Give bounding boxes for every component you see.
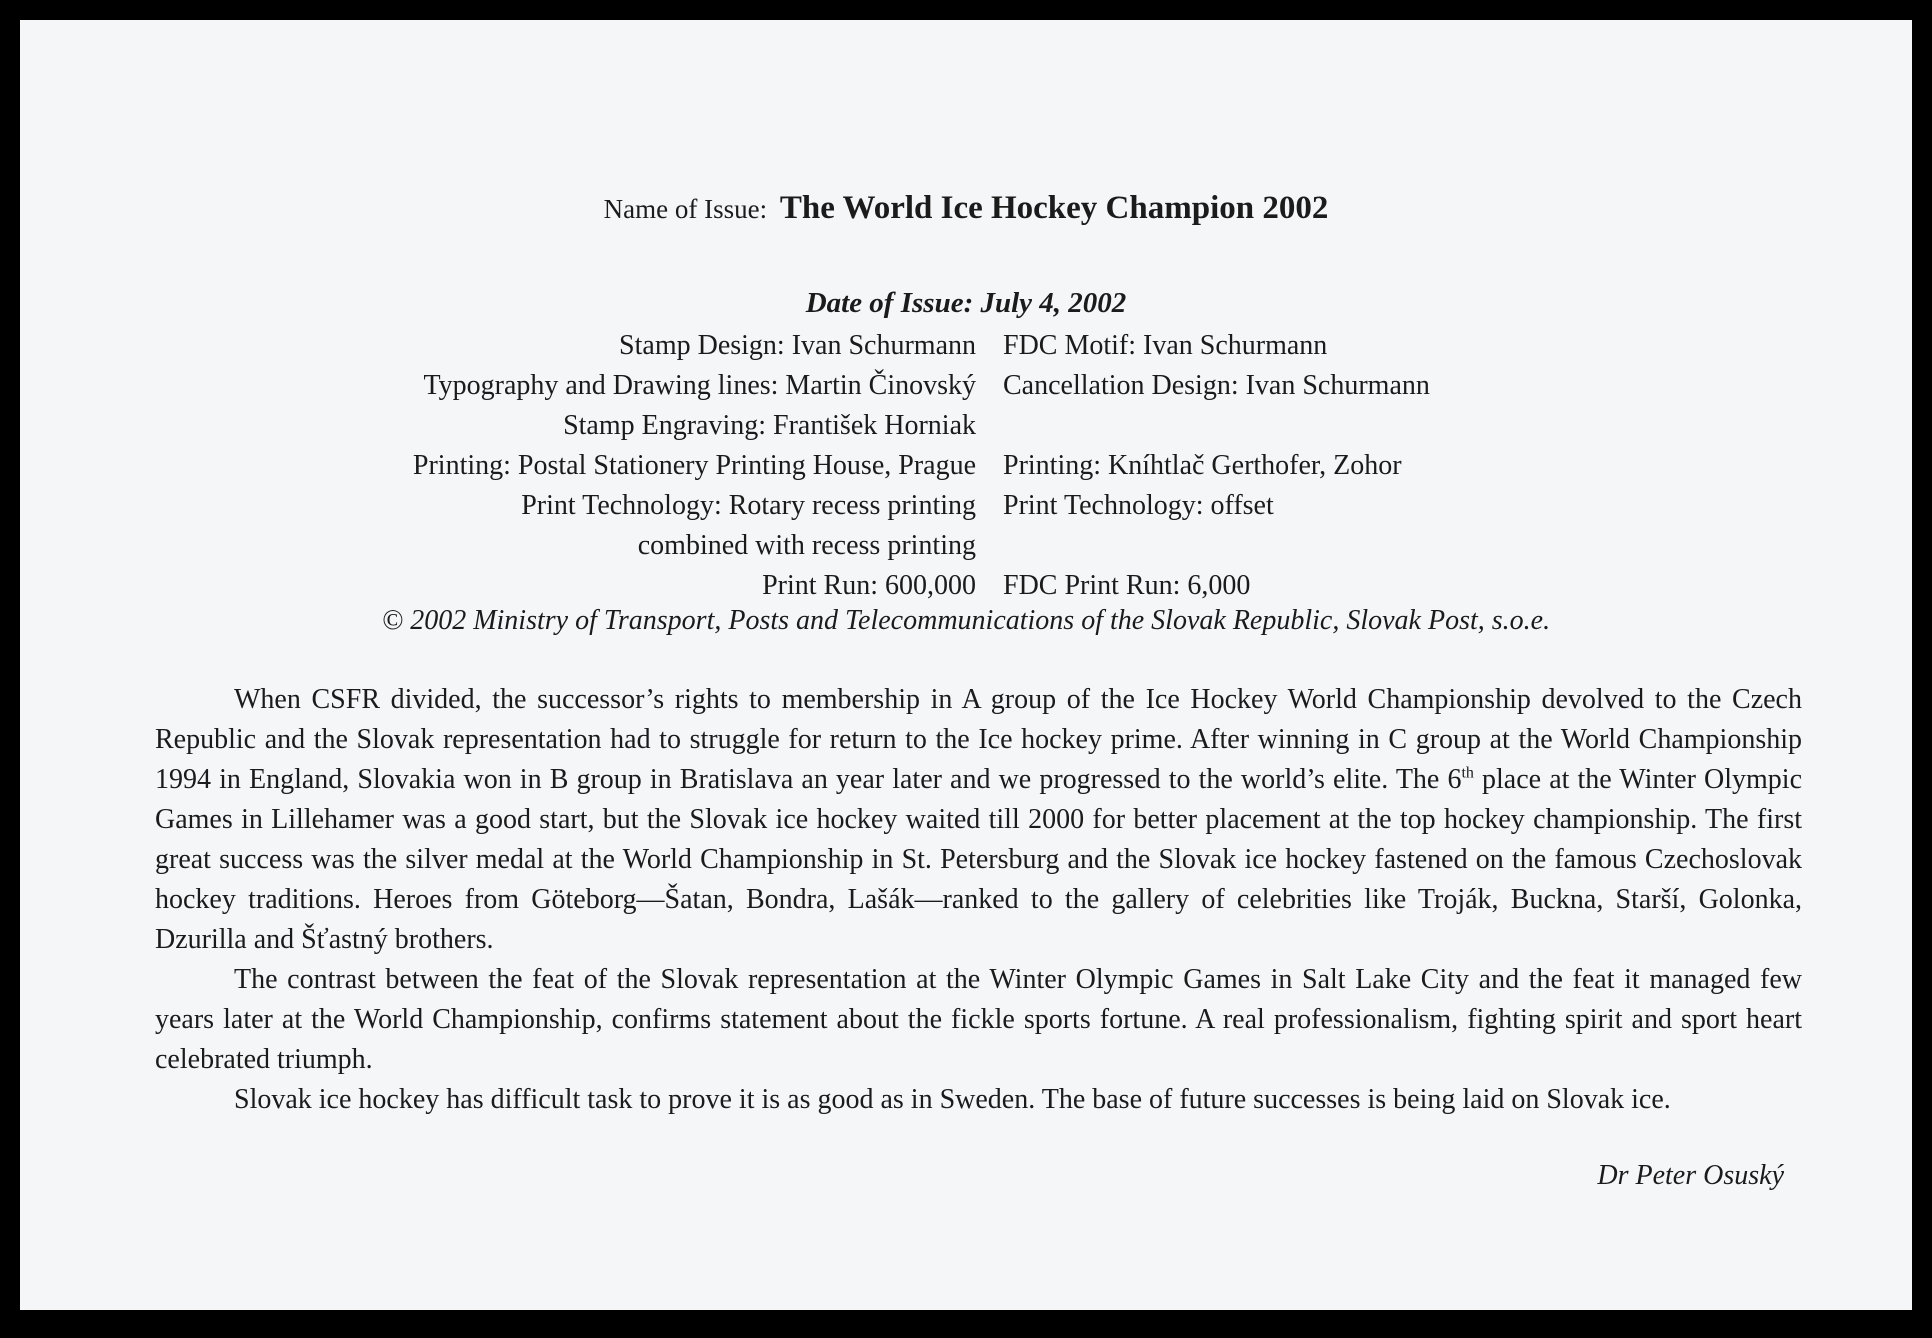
- issue-name-label: Name of Issue:: [603, 194, 768, 224]
- credit-fdc-print-run: FDC Print Run: 6,000: [1003, 570, 1251, 601]
- credit-fdc-print-technology: Print Technology: offset: [1003, 490, 1274, 521]
- credit-fdc-motif: FDC Motif: Ivan Schurmann: [1003, 330, 1328, 361]
- credit-print-technology-cont: combined with recess printing: [637, 530, 976, 561]
- issue-name-title: The World Ice Hockey Champion 2002: [779, 190, 1329, 226]
- paragraph-3: Slovak ice hockey has difficult task to prove it is as good as in Sweden. The base of future successes is being laid on Slovak ice.: [234, 1084, 1671, 1115]
- credit-stamp-design: Stamp Design: Ivan Schurmann: [619, 330, 976, 361]
- date-of-issue: Date of Issue: July 4, 2002: [805, 287, 1127, 319]
- ordinal-suffix: th: [1461, 764, 1474, 782]
- credit-cancellation-design: Cancellation Design: Ivan Schurmann: [1003, 370, 1430, 401]
- paragraph-1-part-a: When CSFR divided, the successor’s rights to membership in A group of the Ice Hockey World Championship devolved to the Czech Republic and the Slovak representation had to struggle for return to the Ice hockey prime. After winning in C group at the World Championship 1994 in England, Slovakia won in B group in Bratislava an year later and we progressed to the world’s elite. The 6: [155, 684, 1802, 795]
- credit-print-technology: Print Technology: Rotary recess printing: [521, 490, 976, 521]
- credit-fdc-printing: Printing: Kníhtlač Gerthofer, Zohor: [1003, 450, 1402, 481]
- credit-printing: Printing: Postal Stationery Printing House, Prague: [412, 450, 976, 481]
- paragraph-1: [155, 680, 1802, 960]
- issue-name-line: [20, 190, 1912, 227]
- credit-typography: Typography and Drawing lines: Martin Činovský: [423, 370, 976, 401]
- credit-print-run: Print Run: 600,000: [762, 570, 976, 601]
- paragraph-1-part-b: place at the Winter Olympic Games in Lillehamer was a good start, but the Slovak ice hockey waited till 2000 for better placement at the top hockey championship. The first great success was the silver medal at the World Championship in St. Petersburg and the Slovak ice hockey fastened on the famous Czechoslovak hockey traditions. Heroes from Göteborg—Šatan, Bondra, Lašák—ranked to the gallery of celebrities like Troják, Buckna, Starší, Golonka, Dzurilla and Šťastný brothers.: [155, 764, 1803, 955]
- credit-stamp-engraving: Stamp Engraving: František Horniak: [563, 410, 976, 441]
- author-signature: Dr Peter Osuský: [1597, 1160, 1784, 1191]
- paragraph-2: The contrast between the feat of the Slovak representation at the Winter Olympic Games in Salt Lake City and the feat it managed few years later at the World Championship, confirms statement about the fickle sports fortune. A real professionalism, fighting spirit and sport heart celebrated triumph.: [155, 964, 1802, 1075]
- document-card: [20, 20, 1912, 1310]
- article-body: [155, 680, 1802, 1120]
- copyright-line: © 2002 Ministry of Transport, Posts and Telecommunications of the Slovak Republic, Slovak Post, s.o.e.: [381, 605, 1551, 636]
